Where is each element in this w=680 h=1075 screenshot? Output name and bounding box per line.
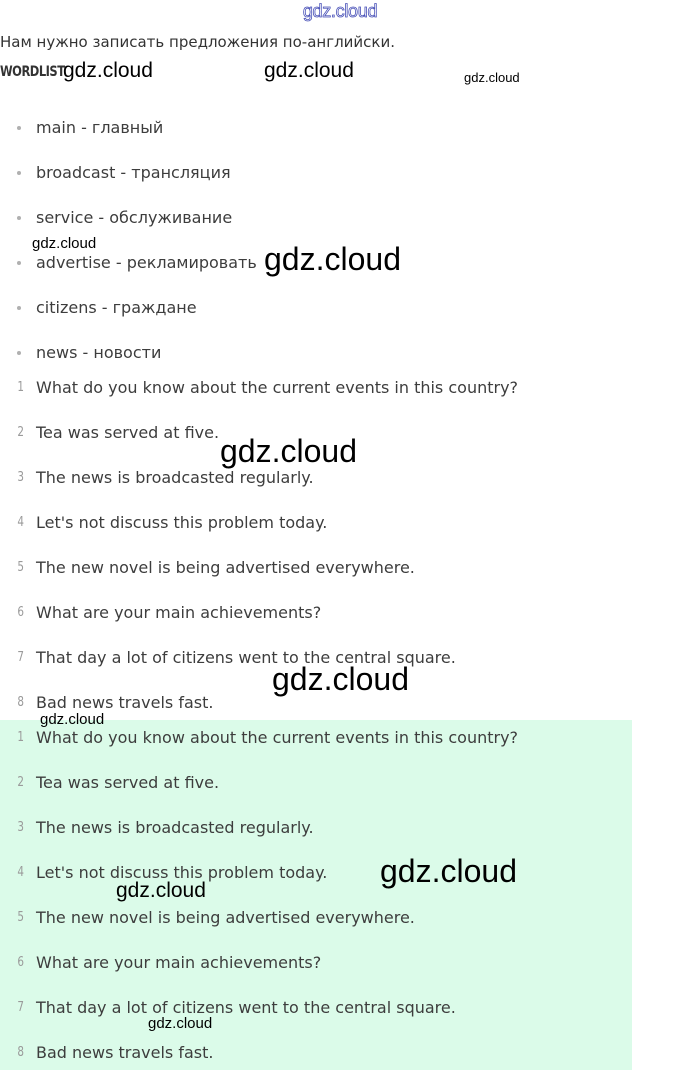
watermark: gdz.cloud bbox=[116, 879, 206, 902]
sentence-text: Tea was served at five. bbox=[36, 423, 220, 442]
sentence-number: 2 bbox=[17, 425, 24, 440]
wordlist-item-text: citizens - граждане bbox=[36, 298, 197, 317]
wordlist-item-text: main - главный bbox=[36, 118, 164, 137]
answer-number: 2 bbox=[17, 775, 24, 790]
wordlist-item-text: news - новости bbox=[36, 343, 162, 362]
sentence-text: What do you know about the current events in this country? bbox=[36, 378, 519, 397]
sentence-text: The news is broadcasted regularly. bbox=[36, 468, 314, 487]
sentence-text: Bad news travels fast. bbox=[36, 693, 214, 712]
task-intro: Нам нужно записать предложения по-английски. bbox=[0, 33, 395, 51]
answer-text: Tea was served at five. bbox=[36, 773, 220, 792]
bullet-icon bbox=[17, 126, 21, 130]
bullet-icon bbox=[17, 261, 21, 265]
answer-number: 8 bbox=[17, 1045, 24, 1060]
answer-number: 3 bbox=[17, 820, 24, 835]
watermark: gdz.cloud bbox=[32, 235, 97, 252]
watermark: gdz.cloud bbox=[380, 853, 517, 889]
answer-number: 4 bbox=[17, 865, 24, 880]
sentence-text: What are your main achievements? bbox=[36, 603, 322, 622]
bullet-icon bbox=[17, 306, 21, 310]
answer-number: 1 bbox=[17, 730, 24, 745]
answer-text: What do you know about the current events in this country? bbox=[36, 728, 519, 747]
sentence-text: That day a lot of citizens went to the central square. bbox=[36, 648, 456, 667]
sentence-number: 6 bbox=[17, 605, 24, 620]
answer-text: The new novel is being advertised everywhere. bbox=[36, 908, 415, 927]
sentence-number: 7 bbox=[17, 650, 24, 665]
watermark: gdz.cloud bbox=[264, 241, 401, 277]
bullet-icon bbox=[17, 351, 21, 355]
watermark: gdz.cloud bbox=[264, 59, 354, 82]
sentence-number: 5 bbox=[17, 560, 24, 575]
watermark: gdz.cloud bbox=[63, 59, 153, 82]
sentence-number: 3 bbox=[17, 470, 24, 485]
watermark: gdz.cloud bbox=[40, 711, 105, 728]
wordlist-item-text: broadcast - трансляция bbox=[36, 163, 231, 182]
answer-number: 5 bbox=[17, 910, 24, 925]
wordlist-title: WORDLIST bbox=[0, 64, 65, 80]
sentence-number: 1 bbox=[17, 380, 24, 395]
answer-text: Let's not discuss this problem today. bbox=[36, 863, 328, 882]
answer-text: What are your main achievements? bbox=[36, 953, 322, 972]
answer-text: The news is broadcasted regularly. bbox=[36, 818, 314, 837]
watermark: gdz.cloud bbox=[464, 70, 520, 85]
watermark: gdz.cloud bbox=[272, 661, 409, 697]
watermark-top: gdz.cloud bbox=[302, 1, 378, 21]
sentence-number: 8 bbox=[17, 695, 24, 710]
answer-text: Bad news travels fast. bbox=[36, 1043, 214, 1062]
wordlist-item-text: service - обслуживание bbox=[36, 208, 233, 227]
watermark: gdz.cloud bbox=[148, 1015, 213, 1032]
watermark: gdz.cloud bbox=[220, 433, 357, 469]
sentence-text: The new novel is being advertised everywhere. bbox=[36, 558, 415, 577]
answer-number: 7 bbox=[17, 1000, 24, 1015]
answer-text: That day a lot of citizens went to the central square. bbox=[36, 998, 456, 1017]
bullet-icon bbox=[17, 216, 21, 220]
sentence-number: 4 bbox=[17, 515, 24, 530]
bullet-icon bbox=[17, 171, 21, 175]
wordlist-item-text: advertise - рекламировать bbox=[36, 253, 257, 272]
answer-number: 6 bbox=[17, 955, 24, 970]
sentence-text: Let's not discuss this problem today. bbox=[36, 513, 328, 532]
